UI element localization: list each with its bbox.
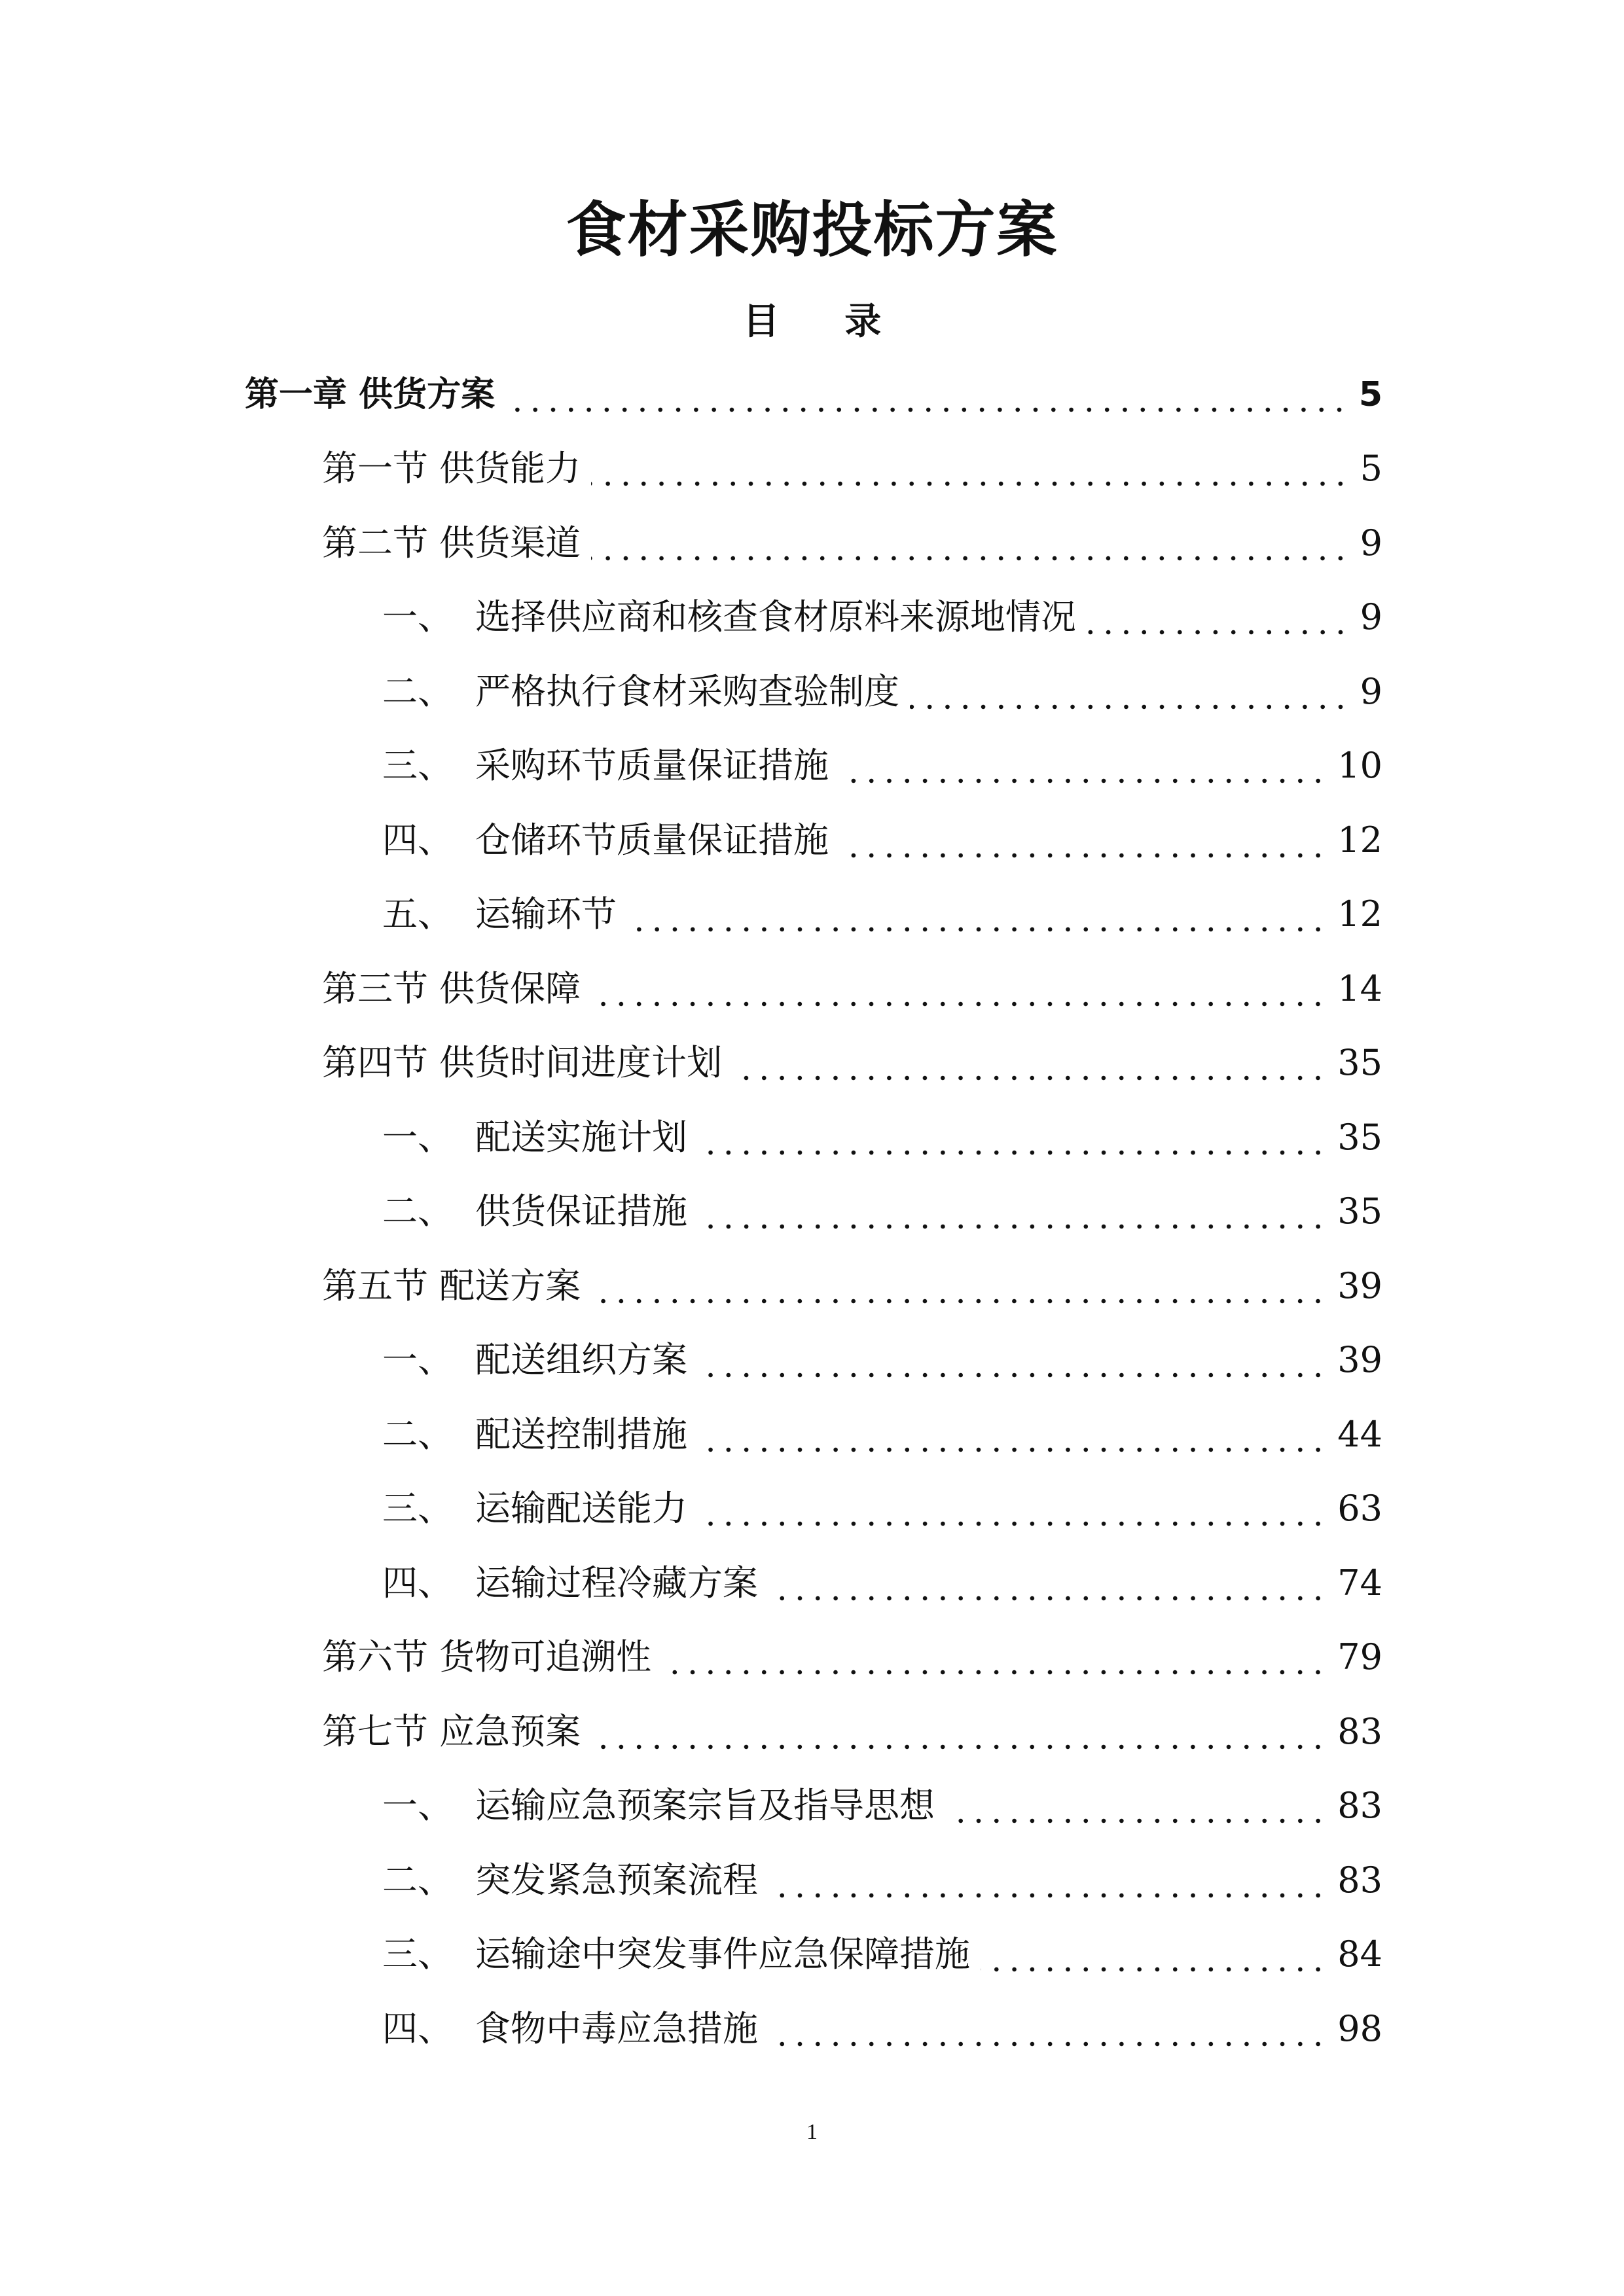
toc-entry-page: 5 [1360,448,1382,489]
toc-entry-label: 第七节 应急预案 [322,1711,581,1752]
toc-entry-section[interactable] [322,1628,1382,1687]
toc-dot-leader [945,1818,1327,1823]
toc-entry-subsection[interactable] [382,1776,1382,1835]
toc-entry-label [382,1331,687,1390]
toc-heading: 目 录 [742,300,908,343]
toc-entry-label [382,811,829,870]
toc-entry-label: 第四节 供货时间进度计划 [322,1042,723,1083]
toc-entry-text: 配送控制措施 [475,1414,687,1455]
toc-entry-subsection[interactable] [382,1554,1382,1613]
toc-entry-section[interactable] [322,960,1382,1018]
toc-dot-leader [698,1224,1327,1229]
toc-dot-leader [627,927,1327,932]
toc-entry-page: 12 [1337,893,1382,935]
toc-entry-text: 配送实施计划 [475,1117,687,1158]
toc-entry-subsection[interactable] [382,1925,1382,1984]
toc-dot-leader [768,1596,1327,1601]
toc-entry-label [382,1554,758,1613]
toc-entry-label [382,1108,687,1167]
toc-entry-page: 44 [1337,1414,1382,1455]
toc-entry-label: 第一章 供货方案 [245,375,496,414]
toc-entry-page: 83 [1337,1711,1382,1752]
toc-entry-number: 二、 [382,671,453,712]
toc-entry-label [382,1925,970,1984]
toc-entry-label: 第五节 配送方案 [322,1265,581,1306]
toc-entry-number: 三、 [382,745,453,786]
toc-entry-text: 突发紧急预案流程 [475,1859,758,1901]
document-title: 食材采购投标方案 [566,195,1058,265]
toc-entry-number: 四、 [382,1562,453,1604]
toc-entry-label: 第一节 供货能力 [322,448,581,489]
toc-entry-section[interactable] [322,1702,1382,1761]
toc-entry-label [382,588,1076,647]
toc-entry-text: 严格执行食材采购查验制度 [475,671,899,712]
toc-entry-text: 食物中毒应急措施 [475,2008,758,2049]
toc-entry-chapter[interactable] [245,365,1382,424]
toc-entry-page: 35 [1337,1042,1382,1083]
toc-dot-leader [839,778,1327,783]
toc-dot-leader [981,1967,1327,1972]
toc-dot-leader [698,1372,1327,1378]
toc-dot-leader [698,1447,1327,1452]
toc-entry-number: 四、 [382,819,453,861]
toc-entry-text: 采购环节质量保证措施 [475,745,829,786]
toc-entry-label [382,2000,758,2058]
toc-entry-subsection[interactable] [382,736,1382,795]
toc-dot-leader [662,1670,1327,1675]
toc-entry-page: 84 [1337,1933,1382,1975]
toc-dot-leader [591,1299,1327,1304]
toc-entry-label: 第二节 供货渠道 [322,522,581,564]
toc-entry-subsection[interactable] [382,1405,1382,1464]
toc-entry-section[interactable] [322,1033,1382,1092]
toc-entry-number: 二、 [382,1859,453,1901]
toc-entry-page: 35 [1337,1117,1382,1158]
toc-entry-number: 一、 [382,596,453,637]
toc-entry-page: 83 [1337,1785,1382,1826]
toc-entry-page: 12 [1337,819,1382,861]
toc-dot-leader [732,1075,1327,1081]
toc-dot-leader [910,704,1350,709]
toc-entry-subsection[interactable] [382,885,1382,944]
toc-entry-number: 三、 [382,1933,453,1975]
toc-entry-label: 第三节 供货保障 [322,968,581,1009]
toc-entry-page: 10 [1337,745,1382,786]
toc-entry-text: 运输过程冷藏方案 [475,1562,758,1604]
toc-entry-number: 一、 [382,1117,453,1158]
toc-entry-label: 第六节 货物可追溯性 [322,1636,652,1677]
toc-entry-text: 运输应急预案宗旨及指导思想 [475,1785,935,1826]
toc-entry-section[interactable] [322,514,1382,573]
toc-dot-leader [591,556,1349,561]
toc-entry-subsection[interactable] [382,811,1382,870]
toc-entry-label [382,1405,687,1464]
toc-entry-subsection[interactable] [382,1851,1382,1910]
toc-dot-leader [698,1150,1327,1155]
toc-entry-text: 运输环节 [475,893,617,935]
toc-entry-page: 35 [1337,1191,1382,1232]
toc-entry-subsection[interactable] [382,2000,1382,2058]
toc-entry-subsection[interactable] [382,1182,1382,1241]
toc-entry-subsection[interactable] [382,588,1382,647]
toc-entry-text: 仓储环节质量保证措施 [475,819,829,861]
toc-entry-page: 9 [1360,596,1382,637]
toc-entry-number: 三、 [382,1488,453,1529]
toc-entry-section[interactable] [322,1257,1382,1316]
toc-entry-page: 39 [1337,1265,1382,1306]
toc-entry-page: 63 [1337,1488,1382,1529]
toc-entry-number: 一、 [382,1339,453,1380]
toc-dot-leader [768,1893,1327,1898]
toc-entry-text: 选择供应商和核查食材原料来源地情况 [475,596,1076,637]
toc-entry-label [382,736,829,795]
toc-entry-text: 运输途中突发事件应急保障措施 [475,1933,970,1975]
toc-entry-subsection[interactable] [382,1479,1382,1538]
toc-dot-leader [591,1001,1327,1007]
toc-entry-number: 二、 [382,1191,453,1232]
toc-entry-label [382,1851,758,1910]
toc-entry-label [382,662,899,721]
toc-entry-label [382,1479,687,1538]
toc-entry-number: 一、 [382,1785,453,1826]
toc-entry-subsection[interactable] [382,662,1382,721]
toc-entry-label [382,1776,935,1835]
toc-entry-page: 74 [1337,1562,1382,1604]
toc-entry-text: 供货保证措施 [475,1191,687,1232]
toc-dot-leader [591,1744,1327,1749]
toc-entry-label [382,885,617,944]
toc-entry-label [382,1182,687,1241]
toc-dot-leader [505,407,1348,412]
toc-entry-page: 9 [1360,671,1382,712]
toc-entry-number: 五、 [382,893,453,935]
toc-entry-subsection[interactable] [382,1108,1382,1167]
toc-entry-page: 98 [1337,2008,1382,2049]
toc-entry-page: 83 [1337,1859,1382,1901]
toc-entry-section[interactable] [322,439,1382,498]
toc-entry-number: 二、 [382,1414,453,1455]
page-number: 1 [806,2120,818,2144]
toc-entry-text: 运输配送能力 [475,1488,687,1529]
toc-entry-page: 79 [1337,1636,1382,1677]
toc-entry-page: 9 [1360,522,1382,564]
toc-dot-leader [698,1521,1327,1526]
toc-entry-number: 四、 [382,2008,453,2049]
toc-entry-page: 14 [1337,968,1382,1009]
toc-entry-text: 配送组织方案 [475,1339,687,1380]
toc-dot-leader [591,481,1349,486]
toc-entry-subsection[interactable] [382,1331,1382,1390]
toc-entry-page: 5 [1358,375,1382,414]
toc-dot-leader [768,2041,1327,2047]
toc-dot-leader [839,853,1327,858]
toc-entry-page: 39 [1337,1339,1382,1380]
toc-dot-leader [1087,630,1350,635]
